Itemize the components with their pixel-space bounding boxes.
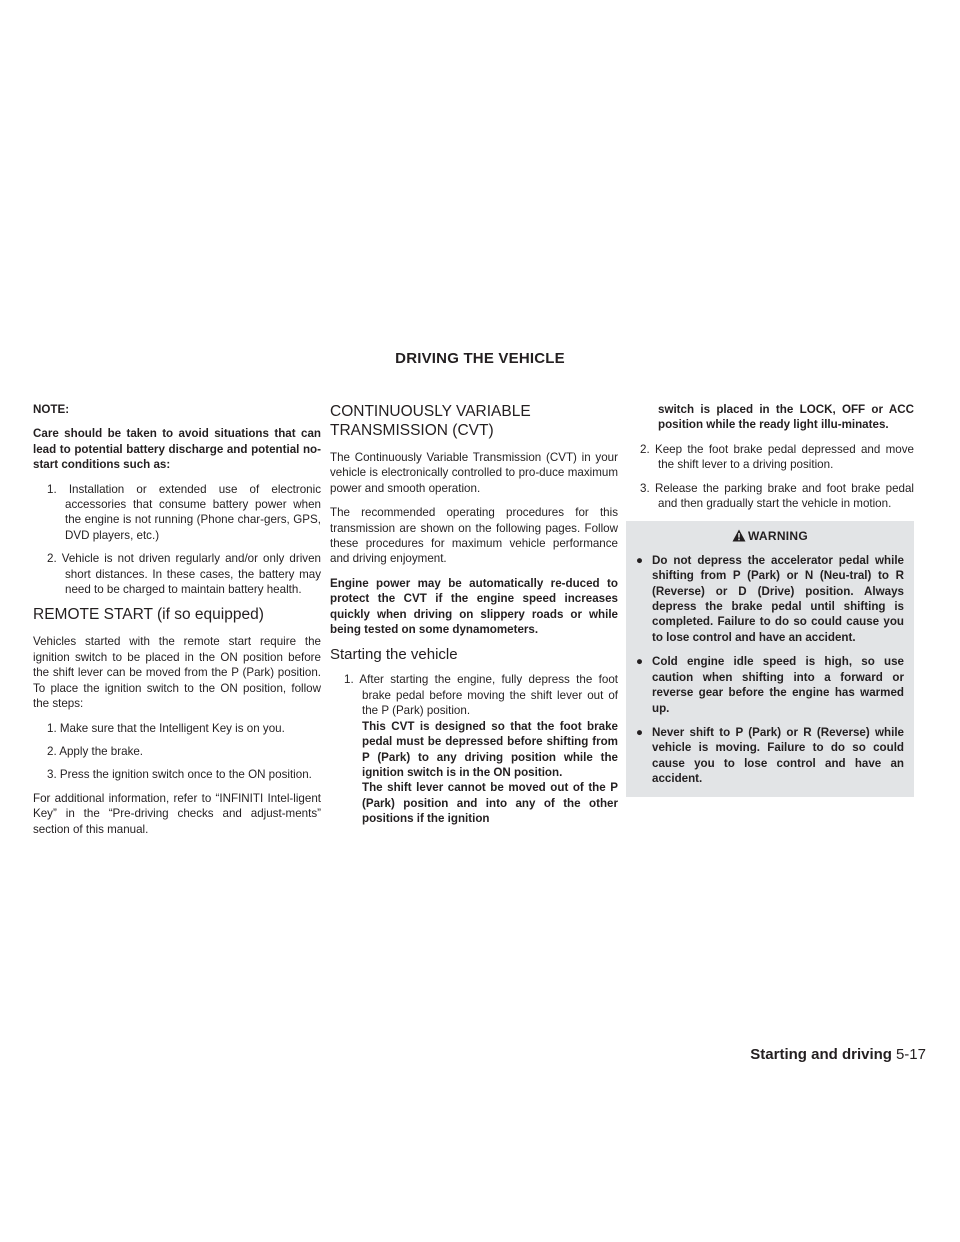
remote-reference: For additional information, refer to “INFINITI Intel-ligent Key” in the “Pre-driving checks and adjust-ments” section of this manual. xyxy=(33,791,321,836)
note-warning-text: Care should be taken to avoid situations that can lead to potential battery discharge and potential no-start conditions such as: xyxy=(33,427,321,472)
warning-title: WARNING xyxy=(747,529,809,544)
column-1 xyxy=(33,402,321,846)
remote-step-2: 2. Apply the brake. xyxy=(47,744,144,758)
cvt-engine-power-note: Engine power may be automatically re-duced to protect the CVT if the engine speed increases quickly when driving on slippery roads or while being tested on some dynamometers. xyxy=(330,576,618,637)
start-step-2: 2. Keep the foot brake pedal depressed and move the shift lever to a driving position. xyxy=(640,442,914,472)
remote-start-paragraph: Vehicles started with the remote start require the ignition switch to be placed in the ON position before the shift lever can be moved from the P (Park) position. To place the ignition switch to the ON position, follow the steps: xyxy=(33,635,321,711)
cvt-heading xyxy=(330,402,618,440)
page-footer xyxy=(750,1046,926,1063)
starting-vehicle-heading: Starting the vehicle xyxy=(330,646,458,664)
footer-page-number: 5-17 xyxy=(895,1046,926,1063)
column-2 xyxy=(330,402,618,835)
bullet-dot: ● xyxy=(636,655,644,669)
note-item-1: 1. Installation or extended use of electronic accessories that consume battery power when the engine is not running (Phone char-gers, GPS, DVD players, etc.) xyxy=(47,482,321,542)
start-step-1-bold-a: This CVT is designed so that the foot brake pedal must be depressed before shifting from P (Park) to any driving position while the ignition switch is in the ON position. xyxy=(362,719,618,779)
section-title: DRIVING THE VEHICLE xyxy=(395,350,565,367)
warning-box xyxy=(626,521,914,796)
warning-bullet-3 xyxy=(636,725,904,787)
warning-bullet-1 xyxy=(636,553,904,645)
remote-step-1: 1. Make sure that the Intelligent Key is on you. xyxy=(47,721,285,735)
cvt-paragraph-2: The recommended operating procedures for this transmission are shown on the following pages. Follow these procedures for maximum vehicle performance and driving enjoyment. xyxy=(330,506,618,566)
remote-start-heading: REMOTE START (if so equipped) xyxy=(33,606,264,624)
warning-bullet-2-text: Cold engine idle speed is high, so use caution when shifting into a forward or reverse gear before the engine has warmed up. xyxy=(652,655,904,715)
warning-bullet-1-text: Do not depress the accelerator pedal while shifting from P (Park) or N (Neu-tral) to R (Reverse) or D (Drive) position. Always depress the brake pedal until shifting is completed. Failure to do so could cause you to lose control and have an accident. xyxy=(652,553,904,644)
start-step-1-text: 1. After starting the engine, fully depress the foot brake pedal before moving the shift lever out of the P (Park) position. xyxy=(344,673,618,718)
bullet-dot: ● xyxy=(636,553,644,567)
start-step-1-continued: switch is placed in the LOCK, OFF or ACC position while the ready light illu-minates. xyxy=(658,403,914,432)
note-label: NOTE: xyxy=(33,403,70,416)
note-item-2: 2. Vehicle is not driven regularly and/or only driven short distances. In these cases, the battery may need to be charged to maintain battery health. xyxy=(47,552,321,597)
start-step-1-bold-b: The shift lever cannot be moved out of the P (Park) position and into any of the other positions if the ignition xyxy=(362,781,618,826)
column-3 xyxy=(626,402,914,797)
remote-step-3: 3. Press the ignition switch once to the ON position. xyxy=(47,768,312,782)
footer-chapter: Starting and driving xyxy=(750,1046,892,1063)
warning-triangle-icon xyxy=(732,529,746,546)
start-step-3: 3. Release the parking brake and foot brake pedal and then gradually start the vehicle in motion. xyxy=(640,481,914,511)
bullet-dot: ● xyxy=(636,725,644,739)
start-step-1 xyxy=(330,672,618,826)
warning-bullet-3-text: Never shift to P (Park) or R (Reverse) while vehicle is moving. Failure to do so could cause you to lose control and have an accident. xyxy=(652,725,904,786)
cvt-heading-line-1: CONTINUOUSLY VARIABLE xyxy=(330,403,531,420)
cvt-heading-line-2: TRANSMISSION (CVT) xyxy=(330,422,494,439)
warning-header xyxy=(636,521,904,552)
warning-bullet-2 xyxy=(636,654,904,716)
cvt-paragraph-1: The Continuously Variable Transmission (CVT) in your vehicle is electronically controlled to pro-duce maximum power and smooth operation. xyxy=(330,451,618,495)
